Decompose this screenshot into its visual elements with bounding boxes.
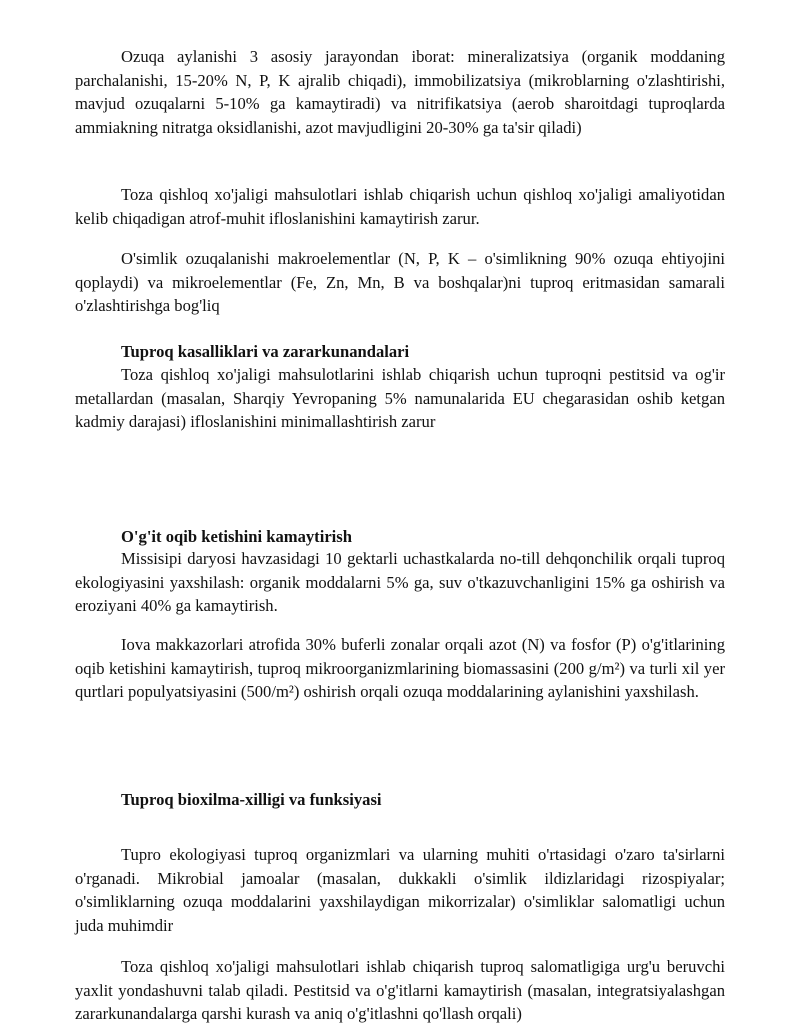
heading-fertilizer-runoff: O'g'it oqib ketishini kamaytirish bbox=[121, 527, 352, 546]
heading-soil-biodiversity: Tuproq bioxilma-xilligi va funksiyasi bbox=[121, 790, 382, 809]
paragraph-soil-ecology: Tupro ekologiyasi tuproq organizmlari va ularning muhiti o'rtasidagi o'zaro ta'sirlarni o'rganadi. Mikrobial jamoalar (masalan, dukkakli o'simlik ildizlaridagi rizospiyalar; o'simliklarning ozuqa moddalarini yaxshilaydigan mikorrizalar) o'simliklar salomatligi uchun juda muhimdir bbox=[75, 845, 725, 935]
paragraph-mississippi: Missisipi daryosi havzasidagi 10 gektarli uchastkalarda no-till dehqonchilik orqali tuproq ekologiyasini yaxshilash: organik moddalarni 5% ga, suv o'tkazuvchanligini 15% ga oshirish va eroziyani 40% ga kamaytirish. bbox=[75, 549, 725, 616]
heading-soil-diseases: Tuproq kasalliklari va zararkunandalari bbox=[121, 342, 410, 361]
paragraph-plant-nutrition: O'simlik ozuqalanishi makroelementlar (N, P, K – o'simlikning 90% ozuqa ehtiyojini qoplaydi) va mikroelementlar (Fe, Zn, Mn, B va boshqalar)ni tuproq eritmasidan samarali o'zlashtirishga bog'liq bbox=[75, 249, 725, 316]
paragraph-holistic-approach: Toza qishloq xo'jaligi mahsulotlari ishlab chiqarish tuproq salomatligiga urg'u beruvchi yaxlit yondashuvni talab qiladi. Pestitsid va o'g'itlarni kamaytirish (masalan, integratsiyalashgan zararkunandalarga qarshi kurash va aniq o'g'itlashni qo'llash orqali) bbox=[75, 957, 725, 1024]
paragraph-clean-agriculture: Toza qishloq xo'jaligi mahsulotlari ishlab chiqarish uchun qishloq xo'jaligi amaliyotidan kelib chiqadigan atrof-muhit ifloslanishini kamaytirish zarur. bbox=[75, 185, 725, 228]
paragraph-pesticide-metals: Toza qishloq xo'jaligi mahsulotlarini ishlab chiqarish uchun tuproqni pestitsid va og'ir metallardan (masalan, Sharqiy Yevropaning 5% namunalarida EU chegarasidan oshib ketgan kadmiy darajasi) ifloslanishini minimallashtirish zarur bbox=[75, 365, 725, 432]
paragraph-nutrient-cycle: Ozuqa aylanishi 3 asosiy jarayondan iborat: mineralizatsiya (organik moddaning parchalanishi, 15-20% N, P, K ajralib chiqadi), immobilizatsiya (mikroblarning o'zlashtirishi, mavjud ozuqalarni 5-10% ga kamaytiradi) va nitrifikatsiya (aerob sharoitdagi tuproqlarda ammiakning nitratga oksidlanishi, azot mavjudligini 20-30% ga ta'sir qiladi) bbox=[75, 47, 725, 137]
paragraph-iowa: Iova makkazorlari atrofida 30% buferli zonalar orqali azot (N) va fosfor (P) o'g'itlarining oqib ketishini kamaytirish, tuproq mikroorganizmlarining biomassasini (200 g/m²) va turli xil yer qurtlari populyatsiyasini (500/m²) oshirish orqali ozuqa moddalarining aylanishini yaxshilash. bbox=[75, 635, 725, 702]
